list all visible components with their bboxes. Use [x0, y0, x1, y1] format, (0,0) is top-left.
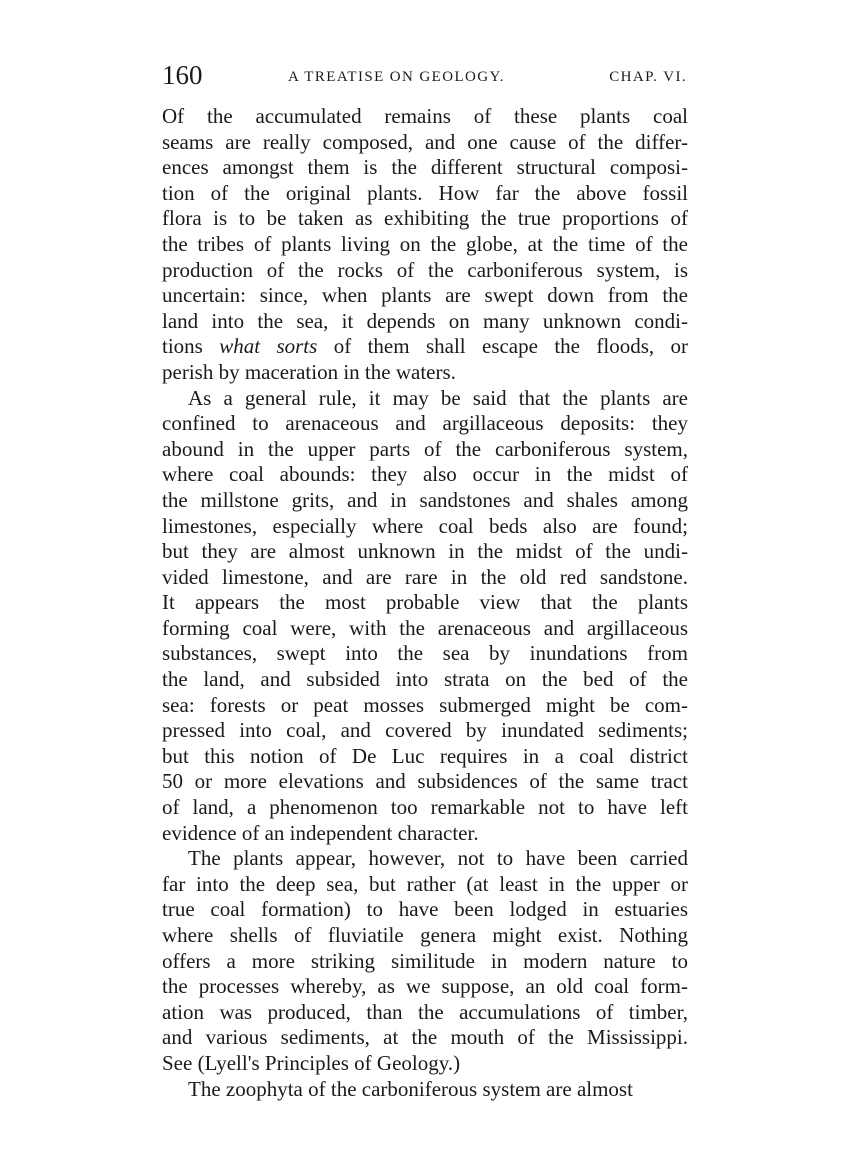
text-line: forming coal were, with the arenaceous and argillaceous — [162, 615, 688, 640]
text-segment: tions — [162, 334, 220, 359]
text-line: limestones, especially where coal beds also are found; — [162, 513, 688, 538]
text-line: substances, swept into the sea by inundations from — [162, 641, 688, 666]
text-line: the tribes of plants living on the globe, at the time of the — [162, 231, 688, 256]
text-line: land into the sea, it depends on many unknown condi- — [162, 308, 688, 333]
text-line: the land, and subsided into strata on the bed of the — [162, 667, 688, 692]
text-line: the millstone grits, and in sandstones and shales among — [162, 487, 688, 512]
text-line: production of the rocks of the carboniferous system, is — [162, 257, 688, 282]
paragraph-first-line: The plants appear, however, not to have been carried — [188, 846, 688, 871]
chapter-reference: CHAP. VI. — [609, 69, 687, 85]
running-head — [162, 58, 687, 92]
text-line: where shells of fluviatile genera might exist. Nothing — [162, 923, 688, 947]
text-line: but they are almost unknown in the midst of the undi- — [162, 539, 688, 564]
text-line: Of the accumulated remains of these plants coal — [162, 104, 688, 128]
text-line: confined to arenaceous and argillaceous deposits: they — [162, 411, 688, 436]
running-title: A TREATISE ON GEOLOGY. — [288, 69, 505, 85]
text-line: seams are really composed, and one cause of the differ- — [162, 129, 688, 154]
body-text — [162, 104, 688, 1102]
text-line: of land, a phenomenon too remarkable not to have left — [162, 795, 688, 820]
text-line: uncertain: since, when plants are swept down from the — [162, 283, 688, 308]
text-line: far into the deep sea, but rather (at least in the upper or — [162, 871, 688, 896]
text-line-italic-phrase — [162, 334, 688, 360]
text-line: true coal formation) to have been lodged in estuaries — [162, 897, 688, 922]
text-line: but this notion of De Luc requires in a coal district — [162, 743, 688, 768]
text-line: ences amongst them is the different structural composi- — [162, 155, 688, 180]
text-line: sea: forests or peat mosses submerged might be com- — [162, 692, 688, 717]
text-line: pressed into coal, and covered by inundated sediments; — [162, 718, 688, 743]
text-line: offers a more striking similitude in modern nature to — [162, 948, 688, 973]
page-number: 160 — [162, 60, 203, 90]
text-line: It appears the most probable view that the plants — [162, 590, 688, 615]
paragraph-first-line: As a general rule, it may be said that the plants are — [188, 385, 688, 410]
text-segment: of them shall escape the floods, or — [317, 334, 688, 359]
italic-phrase: what sorts — [219, 334, 318, 359]
text-line: and various sediments, at the mouth of the Mississippi. — [162, 1025, 688, 1050]
text-line: flora is to be taken as exhibiting the true proportions of — [162, 206, 688, 231]
text-line: where coal abounds: they also occur in the midst of — [162, 462, 688, 487]
text-line: tion of the original plants. How far the above fossil — [162, 180, 688, 205]
paragraph-end-line: perish by maceration in the waters. — [162, 359, 456, 384]
paragraph-end-line: See (Lyell's Principles of Geology.) — [162, 1050, 461, 1075]
paragraph-end-line: evidence of an independent character. — [162, 820, 479, 845]
paragraph-first-line: The zoophyta of the carboniferous system are almost — [188, 1076, 633, 1101]
text-line: vided limestone, and are rare in the old red sandstone. — [162, 564, 688, 589]
text-line: 50 or more elevations and subsidences of the same tract — [162, 769, 688, 794]
text-line: abound in the upper parts of the carboniferous system, — [162, 436, 688, 461]
text-line: the processes whereby, as we suppose, an old coal form- — [162, 974, 688, 999]
text-line: ation was produced, than the accumulations of timber, — [162, 999, 688, 1024]
